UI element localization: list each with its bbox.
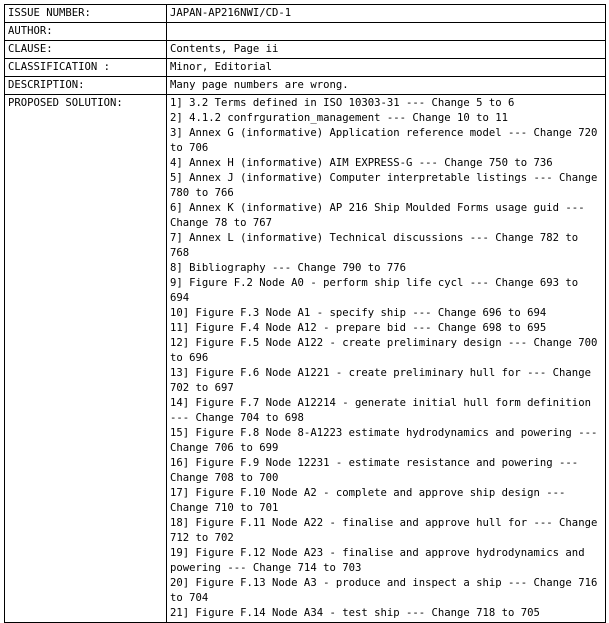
label-clause: CLAUSE: bbox=[5, 41, 167, 59]
value-issue-number: JAPAN-AP216NWI/CD-1 bbox=[167, 5, 606, 23]
solution-item: 9] Figure F.2 Node A0 - perform ship life cycl --- Change 693 to 694 bbox=[170, 277, 579, 304]
solution-item: 4] Annex H (informative) AIM EXPRESS-G --- Change 750 to 736 bbox=[170, 157, 553, 169]
solution-item: 14] Figure F.7 Node A12214 - generate initial hull form definition --- Change 704 to 698 bbox=[170, 397, 591, 424]
solution-item: 16] Figure F.9 Node 12231 - estimate resistance and powering --- Change 708 to 700 bbox=[170, 457, 579, 484]
value-clause: Contents, Page ii bbox=[167, 41, 606, 59]
value-description: Many page numbers are wrong. bbox=[167, 77, 606, 95]
solution-item: 5] Annex J (informative) Computer interpretable listings --- Change 780 to 766 bbox=[170, 172, 598, 199]
solution-item: 13] Figure F.6 Node A1221 - create preliminary hull for --- Change 702 to 697 bbox=[170, 367, 591, 394]
label-proposed-solution: PROPOSED SOLUTION: bbox=[5, 95, 167, 623]
value-classification: Minor, Editorial bbox=[167, 59, 606, 77]
label-author: AUTHOR: bbox=[5, 23, 167, 41]
row-author bbox=[5, 23, 606, 41]
solution-item: 17] Figure F.10 Node A2 - complete and approve ship design --- Change 710 to 701 bbox=[170, 487, 566, 514]
label-issue-number: ISSUE NUMBER: bbox=[5, 5, 167, 23]
solution-item: 8] Bibliography --- Change 790 to 776 bbox=[170, 262, 406, 274]
solution-item: 3] Annex G (informative) Application reference model --- Change 720 to 706 bbox=[170, 127, 598, 154]
solution-list bbox=[167, 95, 606, 623]
solution-item: 20] Figure F.13 Node A3 - produce and inspect a ship --- Change 716 to 704 bbox=[170, 577, 598, 604]
solution-item: 21] Figure F.14 Node A34 - test ship --- Change 718 to 705 bbox=[170, 607, 540, 619]
solution-item: 2] 4.1.2 confrguration_management --- Change 10 to 11 bbox=[170, 112, 509, 124]
solution-item: 12] Figure F.5 Node A122 - create preliminary design --- Change 700 to 696 bbox=[170, 337, 598, 364]
row-proposed-solution bbox=[5, 95, 606, 623]
row-clause bbox=[5, 41, 606, 59]
label-description: DESCRIPTION: bbox=[5, 77, 167, 95]
solution-item: 11] Figure F.4 Node A12 - prepare bid --- Change 698 to 695 bbox=[170, 322, 547, 334]
label-classification: CLASSIFICATION : bbox=[5, 59, 167, 77]
solution-item: 7] Annex L (informative) Technical discussions --- Change 782 to 768 bbox=[170, 232, 579, 259]
row-classification bbox=[5, 59, 606, 77]
value-author bbox=[167, 23, 606, 41]
solution-item: 18] Figure F.11 Node A22 - finalise and approve hull for --- Change 712 to 702 bbox=[170, 517, 598, 544]
row-description bbox=[5, 77, 606, 95]
issue-table bbox=[4, 4, 606, 623]
solution-item: 15] Figure F.8 Node 8-A1223 estimate hydrodynamics and powering --- Change 706 to 699 bbox=[170, 427, 598, 454]
solution-item: 19] Figure F.12 Node A23 - finalise and approve hydrodynamics and powering --- Change 714 to 703 bbox=[170, 547, 585, 574]
solution-item: 6] Annex K (informative) AP 216 Ship Moulded Forms usage guid --- Change 78 to 767 bbox=[170, 202, 585, 229]
solution-item: 1] 3.2 Terms defined in ISO 10303-31 --- Change 5 to 6 bbox=[170, 97, 515, 109]
solution-item: 10] Figure F.3 Node A1 - specify ship --- Change 696 to 694 bbox=[170, 307, 547, 319]
row-issue-number bbox=[5, 5, 606, 23]
